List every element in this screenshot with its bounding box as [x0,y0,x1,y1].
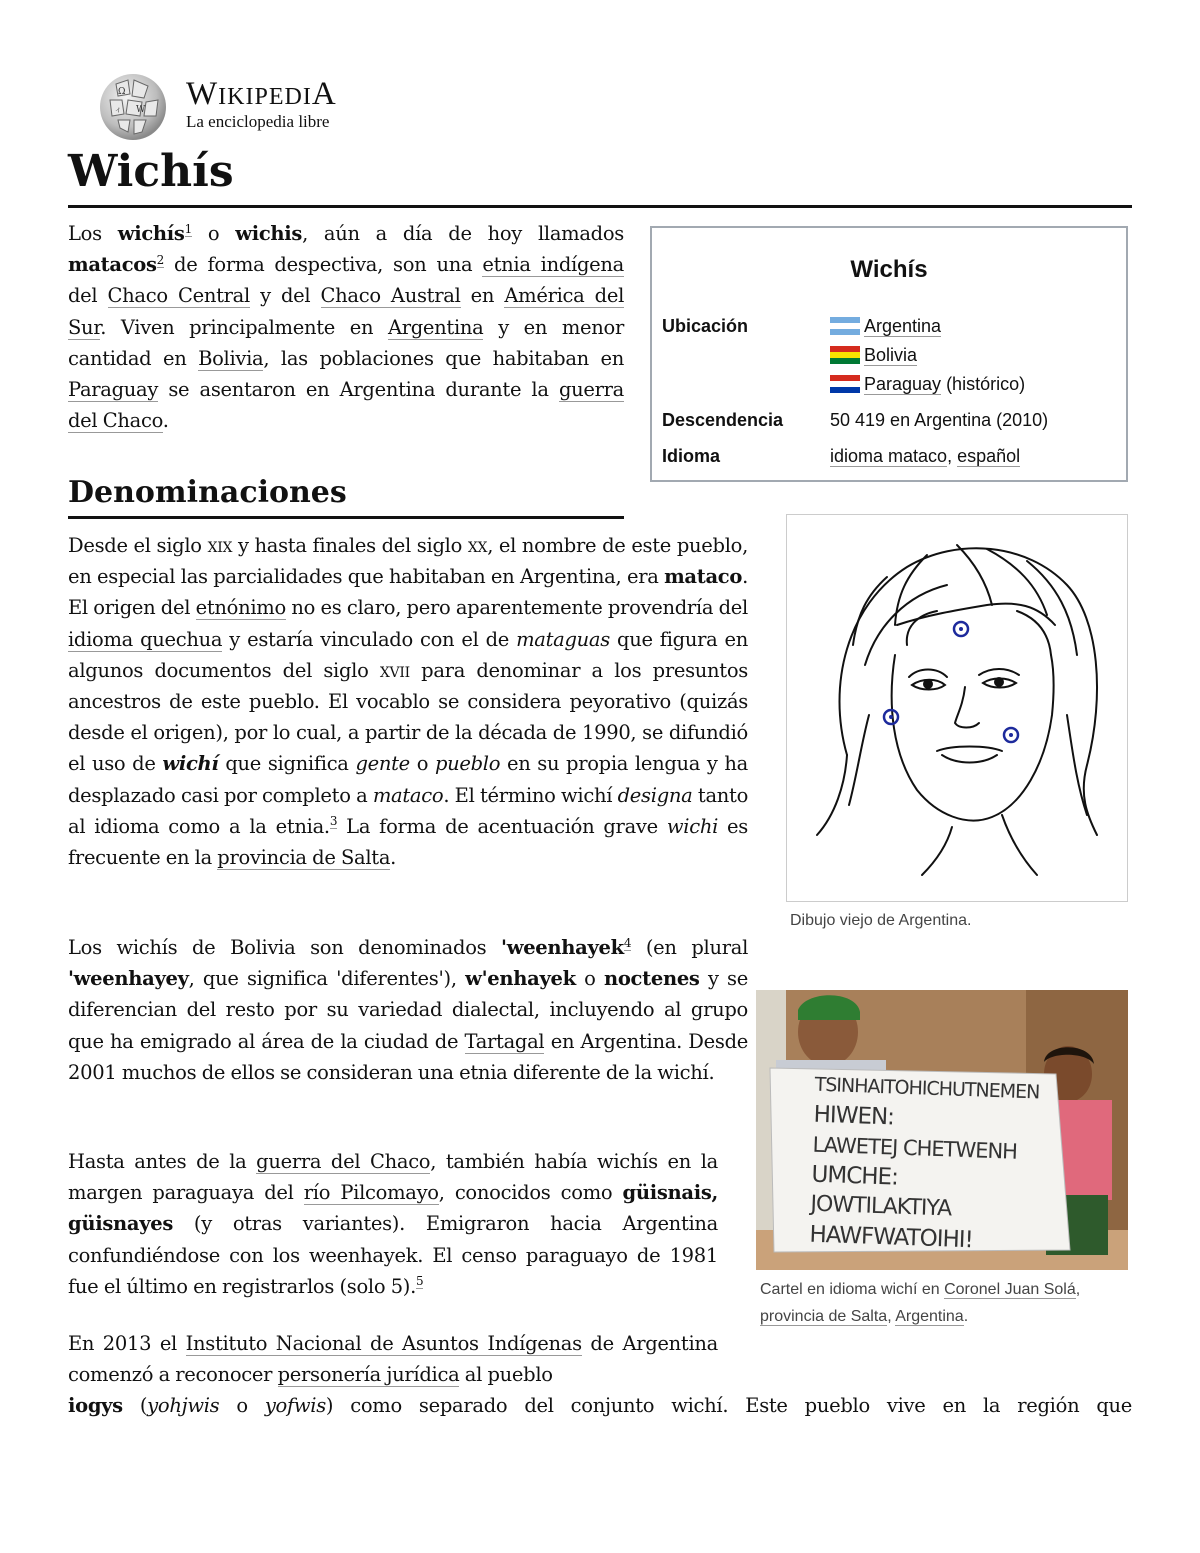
paragraph-denominaciones-2: Los wichís de Bolivia son denominados 'weenhayek$^4$ (en plural 'weenhayey, que significa 'diferentes'), w'enhayek o noctenes y se diferencian del resto por su variedad dialectal, incluyendo al grupo que ha emigrado al área de la ciudad de Tartagal en Argentina. Desde 2001 muchos de ellos se consideran una etnia diferente de la wichí. [68,935,749,1084]
link-rio-pilcomayo[interactable]: río Pilcomayo [303,1181,439,1205]
infobox-title: Wichís [850,256,928,283]
flag-argentina-icon [830,317,860,335]
infobox-value-argentina[interactable]: Argentina [830,316,941,337]
link-guerra-del-chaco-2[interactable]: guerra del Chaco [256,1150,431,1173]
figure-drawing[interactable] [786,514,1128,902]
link-personeria-juridica[interactable]: personería jurídica [277,1363,460,1387]
reference-5[interactable]: 5 [416,1274,424,1289]
reference-1[interactable]: 1 [184,221,192,236]
infobox-value-descendencia: 50 419 en Argentina (2010) [830,410,1049,430]
link-idioma-quechua[interactable]: idioma quechua [68,627,223,651]
link-inai[interactable]: Instituto Nacional de Asuntos Indígenas [185,1332,582,1355]
link-etnia-indigena[interactable]: etnia indígena [482,253,624,277]
infobox-value-bolivia[interactable]: Bolivia [830,345,917,366]
link-argentina[interactable]: Argentina [387,315,484,339]
link-etnonimo[interactable]: etnónimo [195,596,286,620]
link-argentina-caption[interactable]: Argentina [895,1308,964,1325]
link-espanol[interactable]: español [957,446,1021,466]
infobox-label-descendencia: Descendencia [662,410,784,430]
section-divider [68,516,624,519]
link-provincia-de-salta-caption[interactable]: provincia de Salta [760,1308,888,1325]
flag-bolivia-icon [830,346,860,364]
infobox-label-ubicacion: Ubicación [662,316,749,336]
paragraph-denominaciones-4: En 2013 el Instituto Nacional de Asuntos Indígenas de Argentina comenzó a reconocer personería jurídica al pueblo [68,1332,718,1387]
link-guerra-del-chaco[interactable]: guerra del Chaco [68,378,624,433]
svg-text:W: W [136,105,146,115]
figure-drawing-caption: Dibujo viejo de Argentina. [790,912,972,929]
link-tartagal[interactable]: Tartagal [464,1029,545,1053]
infobox-value-paraguay[interactable]: Paraguay (histórico) [830,374,1025,395]
sign-line: LAWETEJ CHETWENH [812,1132,1018,1164]
sign-line: UMCHE: [811,1161,899,1191]
paragraph-denominaciones-5: iogys (yohjwis o yofwis) como separado del conjunto wichí. Este pueblo vive en la región que [68,1394,1132,1417]
intro-paragraph: Los wichís$^1$ o wichis, aún a día de hoy llamados matacos$^2$ de forma despectiva, son una etnia indígena del Chaco Central y del Chaco Austral en América del Sur. Viven principalmente en Argentina y en menor cantidad en Bolivia, las poblaciones que habitaban en Paraguay se asentaron en Argentina durante la guerra del Chaco. [68,221,625,433]
sign-line: JOWTILAKTIYA [810,1191,952,1222]
reference-4[interactable]: 4 [623,935,632,950]
link-paraguay[interactable]: Paraguay [68,378,159,402]
link-chaco-central[interactable]: Chaco Central [107,284,250,308]
sign-line: HAWFWATOIHI! [809,1221,974,1254]
figure-photo-caption: Cartel en idioma wichí en Coronel Juan Solá, provincia de Salta, Argentina. [760,1281,1081,1325]
wikipedia-globe-icon[interactable] [96,70,170,142]
link-idioma-mataco[interactable]: idioma mataco [830,446,948,466]
link-coronel-juan-sola[interactable]: Coronel Juan Solá [944,1281,1076,1298]
reference-3[interactable]: 3 [329,814,338,829]
svg-text:Ω: Ω [118,87,126,97]
title-divider [68,205,1132,208]
page-title: Wichís [68,146,234,197]
sign-line: HIWEN: [813,1101,895,1131]
infobox-label-idioma: Idioma [662,446,721,466]
link-bolivia[interactable]: Bolivia [198,346,264,370]
link-america-del-sur[interactable]: América del Sur [68,284,625,339]
wikipedia-wordmark[interactable]: WIKIPEDIA [186,76,337,112]
link-provincia-de-salta[interactable]: provincia de Salta [217,846,391,870]
section-heading-denominaciones: Denominaciones [68,475,347,510]
infobox-value-idioma: idioma mataco, español [830,446,1021,466]
figure-photo[interactable] [756,990,1128,1270]
flag-paraguay-icon [830,375,860,393]
sign-line: TSINHAITOHICHUTNEMEN [814,1073,1040,1104]
sign-text [809,1070,1065,1259]
paragraph-denominaciones-3: Hasta antes de la guerra del Chaco, también había wichís en la margen paraguaya del río Pilcomayo, conocidos como güisnais, güisnayes (y otras variantes). Emigraron hacia Argentina confundiéndose con los weenhayek. El censo paraguayo de 1981 fue el último en registrarlos (solo 5).$^5$ [68,1150,718,1298]
svg-text:ィ: ィ [114,105,122,114]
link-chaco-austral[interactable]: Chaco Austral [320,284,461,308]
girl-drawing-image [787,515,1127,901]
reference-2[interactable]: 2 [156,252,165,267]
wikipedia-tagline: La enciclopedia libre [186,112,330,131]
paragraph-denominaciones-1: Desde el siglo xix y hasta finales del siglo xx, el nombre de este pueblo, en especial las parcialidades que habitaban en Argentina, era mataco. El origen del etnónimo no es claro, pero aparentemente provendría del idioma quechua y estaría vinculado con el de mataguas que figura en algunos documentos del siglo xvii para denominar a los presuntos ancestros de este pueblo. El vocablo se considera peyorativo (quizás desde el origen), por lo cual, a partir de la década de 1990, se difundió el uso de wichí que significa gente o pueblo en su propia lengua y ha desplazado casi por completo a mataco. El término wichí designa tanto al idioma como a la etnia.$^3$ La forma de acentuación grave wichi es frecuente en la provincia de Salta. [68,534,749,870]
infobox [650,226,1128,482]
